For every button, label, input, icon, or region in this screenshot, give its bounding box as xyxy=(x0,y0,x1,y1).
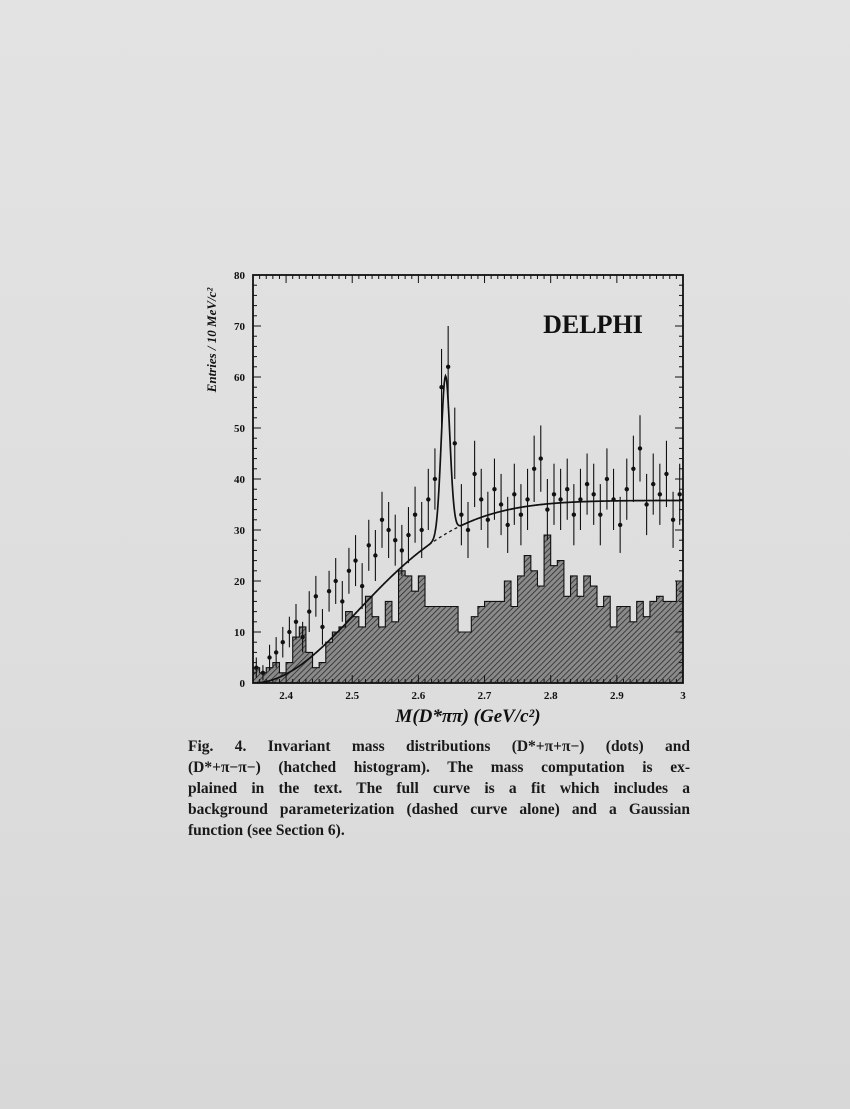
data-marker xyxy=(519,513,523,517)
data-marker xyxy=(505,523,509,527)
data-point xyxy=(486,492,490,548)
data-marker xyxy=(287,630,291,634)
x-tick-label: 2.5 xyxy=(345,690,360,702)
data-marker xyxy=(459,513,463,517)
data-marker xyxy=(611,497,615,501)
data-marker xyxy=(466,528,470,532)
data-point xyxy=(320,609,324,645)
data-point xyxy=(658,464,662,525)
data-point xyxy=(459,484,463,545)
data-point xyxy=(426,469,430,530)
data-marker xyxy=(486,518,490,522)
data-point xyxy=(492,459,496,520)
data-point xyxy=(267,645,271,671)
x-tick-label: 2.7 xyxy=(477,690,492,702)
data-point xyxy=(307,591,311,632)
caption-line: function (see Section 6). xyxy=(188,822,345,839)
data-point xyxy=(287,617,291,648)
data-point xyxy=(519,484,523,545)
data-point xyxy=(353,535,357,586)
data-marker xyxy=(360,584,364,588)
data-marker xyxy=(333,579,337,583)
data-marker xyxy=(274,650,278,654)
data-marker xyxy=(532,467,536,471)
data-point xyxy=(327,571,331,612)
data-point xyxy=(367,520,371,571)
data-point xyxy=(539,425,543,491)
y-tick-label: 70 xyxy=(234,321,245,333)
data-point xyxy=(532,436,536,502)
data-marker xyxy=(300,635,304,639)
data-marker xyxy=(419,528,423,532)
data-point xyxy=(433,448,437,509)
data-point xyxy=(644,474,648,535)
data-point xyxy=(446,326,450,408)
data-marker xyxy=(664,472,668,476)
caption-line: (D*+π−π−) (hatched histogram). The mass computation is ex- xyxy=(188,759,690,776)
y-tick-label: 40 xyxy=(234,474,245,486)
y-tick-labels xyxy=(234,270,246,690)
data-point xyxy=(393,515,397,566)
y-tick-label: 30 xyxy=(234,525,245,537)
data-marker xyxy=(314,594,318,598)
x-tick-label: 2.4 xyxy=(279,690,293,702)
data-marker xyxy=(281,640,285,644)
data-point xyxy=(380,492,384,548)
data-marker xyxy=(453,441,457,445)
data-point xyxy=(651,454,655,515)
data-marker xyxy=(585,482,589,486)
data-marker xyxy=(499,502,503,506)
data-point xyxy=(565,459,569,520)
x-tick-label: 2.8 xyxy=(543,690,558,702)
data-marker xyxy=(565,487,569,491)
data-point xyxy=(347,548,351,594)
data-marker xyxy=(439,385,443,389)
data-point xyxy=(677,464,681,525)
data-point xyxy=(664,441,668,507)
data-marker xyxy=(591,492,595,496)
data-point xyxy=(631,436,635,502)
x-tick-label: 2.9 xyxy=(609,690,624,702)
data-marker xyxy=(512,492,516,496)
data-marker xyxy=(446,365,450,369)
data-point xyxy=(413,487,417,543)
data-point xyxy=(505,497,509,553)
data-marker xyxy=(638,446,642,450)
data-marker xyxy=(539,456,543,460)
data-marker xyxy=(618,523,622,527)
data-marker xyxy=(558,497,562,501)
data-point xyxy=(373,530,377,581)
y-tick-label: 80 xyxy=(234,270,245,282)
data-point xyxy=(578,469,582,530)
data-marker xyxy=(400,548,404,552)
data-marker xyxy=(525,497,529,501)
data-point xyxy=(333,558,337,604)
experiment-logo: DELPHI xyxy=(543,310,643,339)
data-marker xyxy=(294,620,298,624)
data-marker xyxy=(625,487,629,491)
caption-line: background parameterization (dashed curve alone) and a Gaussian xyxy=(188,801,690,818)
data-marker xyxy=(651,482,655,486)
data-marker xyxy=(386,528,390,532)
data-point xyxy=(340,581,344,622)
y-tick-label: 50 xyxy=(234,423,245,435)
data-point xyxy=(558,469,562,530)
data-marker xyxy=(677,492,681,496)
data-point xyxy=(294,604,298,640)
data-marker xyxy=(380,518,384,522)
data-point xyxy=(618,497,622,553)
data-marker xyxy=(406,533,410,537)
data-marker xyxy=(367,543,371,547)
data-marker xyxy=(433,477,437,481)
data-marker xyxy=(605,477,609,481)
data-point xyxy=(479,469,483,530)
data-point xyxy=(281,627,285,658)
data-marker xyxy=(340,599,344,603)
data-point xyxy=(453,408,457,479)
caption-line: Fig. 4. Invariant mass distributions (D*+π+π−) (dots) and xyxy=(188,738,690,755)
data-marker xyxy=(472,472,476,476)
data-marker xyxy=(631,467,635,471)
x-tick-label: 3 xyxy=(680,690,686,702)
data-point xyxy=(512,464,516,525)
data-point xyxy=(585,454,589,515)
x-tick-labels xyxy=(279,690,686,702)
data-marker xyxy=(492,487,496,491)
data-marker xyxy=(373,553,377,557)
data-marker xyxy=(267,655,271,659)
data-point xyxy=(525,469,529,530)
x-tick-label: 2.6 xyxy=(411,690,426,702)
data-marker xyxy=(552,492,556,496)
x-axis-title: M(D*ππ) (GeV/c²) xyxy=(395,706,541,727)
data-marker xyxy=(658,492,662,496)
data-marker xyxy=(347,569,351,573)
data-point xyxy=(406,507,410,563)
data-marker xyxy=(307,609,311,613)
data-point xyxy=(386,502,390,558)
caption-line: plained in the text. The full curve is a fit which includes a xyxy=(188,780,690,797)
data-point xyxy=(625,459,629,520)
data-marker xyxy=(353,558,357,562)
data-marker xyxy=(320,625,324,629)
data-point xyxy=(360,563,364,609)
data-marker xyxy=(393,538,397,542)
data-marker xyxy=(572,513,576,517)
data-point xyxy=(545,479,549,540)
data-marker xyxy=(261,671,265,675)
y-axis-title: Entries / 10 MeV/c² xyxy=(204,287,219,393)
y-tick-label: 10 xyxy=(234,627,245,639)
y-tick-label: 0 xyxy=(239,678,245,690)
y-tick-label: 20 xyxy=(234,576,245,588)
data-marker xyxy=(545,507,549,511)
data-point xyxy=(598,484,602,545)
data-marker xyxy=(671,518,675,522)
data-marker xyxy=(578,497,582,501)
data-marker xyxy=(254,666,258,670)
data-marker xyxy=(426,497,430,501)
figure-caption xyxy=(188,736,690,841)
data-marker xyxy=(327,589,331,593)
data-marker xyxy=(413,513,417,517)
data-point xyxy=(466,502,470,558)
data-point xyxy=(472,441,476,507)
data-marker xyxy=(479,497,483,501)
data-marker xyxy=(598,513,602,517)
data-point xyxy=(552,464,556,525)
data-marker xyxy=(644,502,648,506)
data-point xyxy=(314,576,318,617)
data-point xyxy=(611,469,615,530)
data-point xyxy=(591,464,595,525)
data-point xyxy=(572,484,576,545)
data-point xyxy=(638,415,642,481)
data-point xyxy=(499,474,503,535)
y-tick-label: 60 xyxy=(234,372,245,384)
